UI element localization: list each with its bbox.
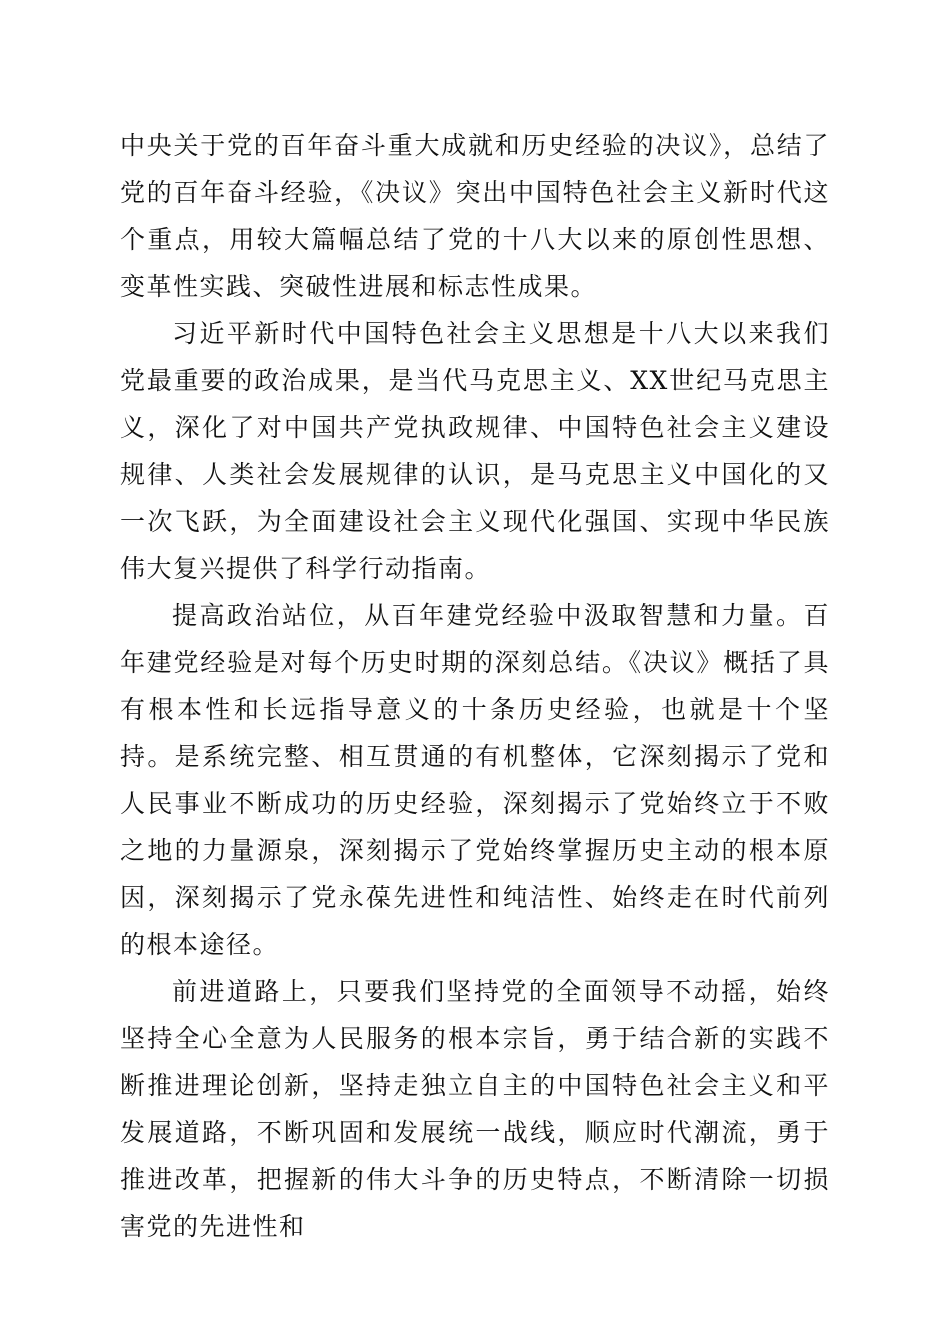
document-body	[120, 122, 830, 1250]
paragraph-3: 提高政治站位，从百年建党经验中汲取智慧和力量。百年建党经验是对每个历史时期的深刻总结。《决议》概括了具有根本性和长远指导意义的十条历史经验，也就是十个坚持。是系统完整、相互贯通的有机整体，它深刻揭示了党和人民事业不断成功的历史经验，深刻揭示了党始终立于不败之地的力量源泉，深刻揭示了党始终掌握历史主动的根本原因，深刻揭示了党永葆先进性和纯洁性、始终走在时代前列的根本途径。	[120, 601, 830, 959]
paragraph-1: 中央关于党的百年奋斗重大成就和历史经验的决议》，总结了党的百年奋斗经验，《决议》突出中国特色社会主义新时代这个重点，用较大篇幅总结了党的十八大以来的原创性思想、变革性实践、突破性进展和标志性成果。	[120, 131, 830, 301]
paragraph-2: 习近平新时代中国特色社会主义思想是十八大以来我们党最重要的政治成果，是当代马克思主义、XX世纪马克思主义，深化了对中国共产党执政规律、中国特色社会主义建设规律、人类社会发展规律的认识，是马克思主义中国化的又一次飞跃，为全面建设社会主义现代化强国、实现中华民族伟大复兴提供了科学行动指南。	[120, 319, 830, 583]
paragraph-4: 前进道路上，只要我们坚持党的全面领导不动摇，始终坚持全心全意为人民服务的根本宗旨，勇于结合新的实践不断推进理论创新，坚持走独立自主的中国特色社会主义和平发展道路，不断巩固和发展统一战线，顺应时代潮流，勇于推进改革，把握新的伟大斗争的历史特点，不断清除一切损害党的先进性和	[120, 977, 830, 1241]
